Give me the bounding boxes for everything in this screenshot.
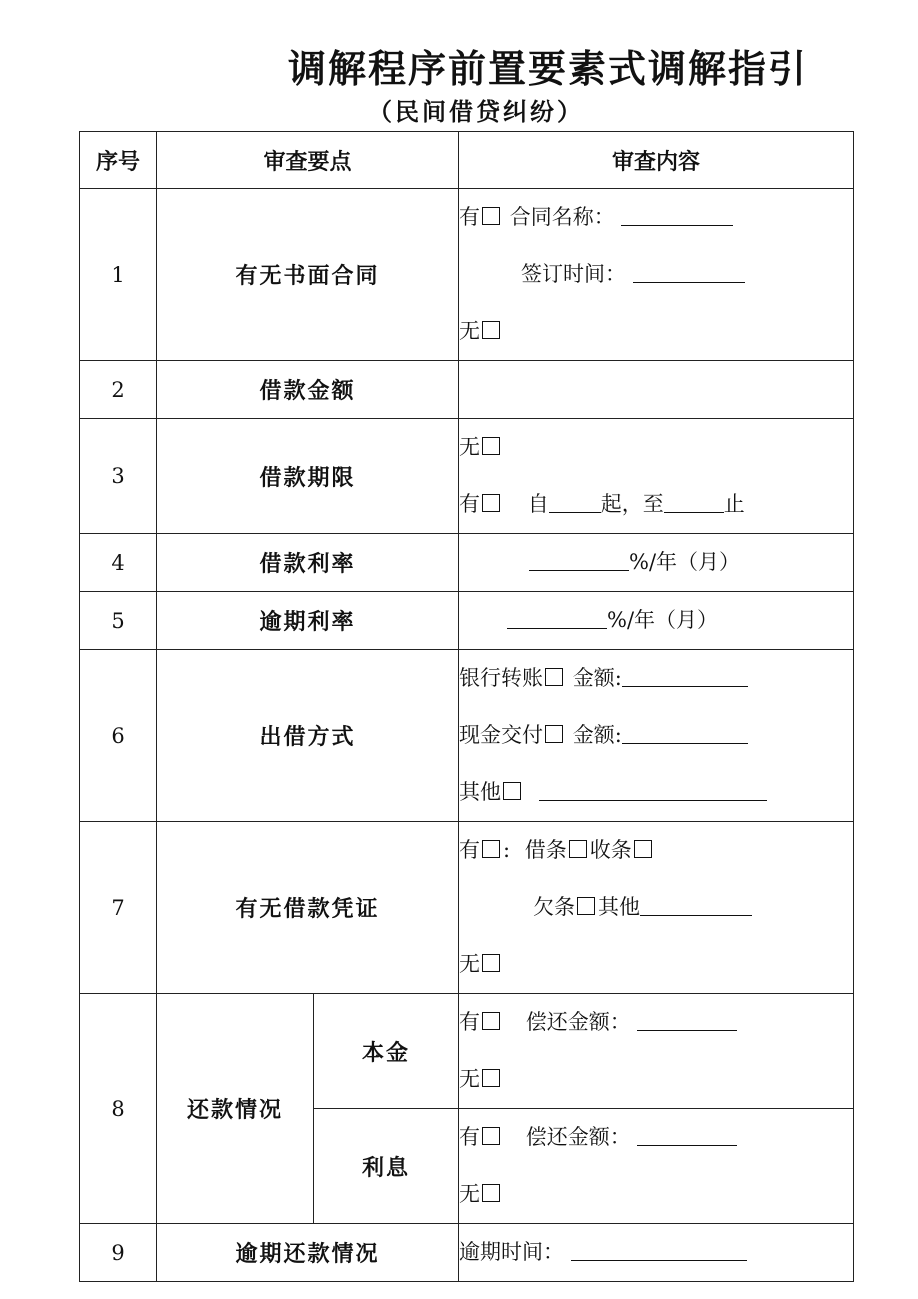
- row-number: 7: [80, 822, 157, 994]
- row-number: 6: [80, 650, 157, 822]
- review-content: [459, 822, 854, 994]
- table-row: [80, 189, 854, 361]
- checkbox[interactable]: [482, 437, 500, 455]
- header-point: 审查要点: [157, 132, 459, 189]
- cash-amount-field[interactable]: [622, 717, 748, 744]
- contract-name-label: 合同名称：: [509, 205, 615, 229]
- review-content: [459, 1109, 854, 1224]
- start-date-field[interactable]: [549, 486, 601, 513]
- row-number: 1: [80, 189, 157, 361]
- checkbox[interactable]: [482, 207, 500, 225]
- row-number: 2: [80, 361, 157, 419]
- review-content: [459, 419, 854, 534]
- cash-label: 现金交付: [459, 723, 544, 747]
- review-content: [459, 534, 854, 592]
- checkbox[interactable]: [569, 840, 587, 858]
- end-label: 止: [723, 492, 745, 516]
- no-label: 无: [459, 1182, 481, 1206]
- contract-name-field[interactable]: [621, 199, 733, 226]
- overdue-rate-field[interactable]: [507, 602, 607, 629]
- table-row: [80, 994, 854, 1109]
- review-point: 借款金额: [157, 361, 459, 419]
- interest-repaid-field[interactable]: [637, 1119, 737, 1146]
- loan-amount-field[interactable]: [459, 361, 854, 419]
- table-row: [80, 1224, 854, 1282]
- review-content: [459, 189, 854, 361]
- mediation-form-table: [79, 131, 854, 1282]
- other-label: 其他: [598, 895, 641, 919]
- review-point: 借款利率: [157, 534, 459, 592]
- document-subtitle: （民间借贷纠纷）: [368, 98, 584, 126]
- end-date-field[interactable]: [664, 486, 724, 513]
- sign-time-label: 签订时间：: [521, 262, 627, 286]
- review-content: [459, 1224, 854, 1282]
- checkbox[interactable]: [503, 782, 521, 800]
- iou-label: 借条: [524, 838, 567, 862]
- row-number: 4: [80, 534, 157, 592]
- other-label: 其他: [459, 780, 502, 804]
- review-content: [459, 650, 854, 822]
- row-number: 8: [80, 994, 157, 1224]
- header-row: [80, 132, 854, 189]
- checkbox[interactable]: [482, 1069, 500, 1087]
- checkbox[interactable]: [577, 897, 595, 915]
- checkbox[interactable]: [482, 840, 500, 858]
- principal-repaid-field[interactable]: [637, 1004, 737, 1031]
- checkbox[interactable]: [545, 668, 563, 686]
- yes-label: 有: [459, 1010, 481, 1034]
- review-point: 逾期还款情况: [157, 1224, 459, 1282]
- yes-label: 有: [459, 1125, 481, 1149]
- debt-note-label: 欠条: [533, 895, 576, 919]
- review-point: 有无书面合同: [157, 189, 459, 361]
- row-number: 3: [80, 419, 157, 534]
- other-voucher-field[interactable]: [640, 889, 752, 916]
- table-row: [80, 534, 854, 592]
- overdue-time-label: 逾期时间：: [459, 1240, 565, 1264]
- table-row: [80, 650, 854, 822]
- repaid-amount-label: 偿还金额：: [525, 1010, 631, 1034]
- bank-transfer-label: 银行转账: [459, 666, 544, 690]
- table-row: [80, 592, 854, 650]
- review-point: 逾期利率: [157, 592, 459, 650]
- no-label: 无: [459, 952, 481, 976]
- yes-label: 有: [459, 838, 481, 862]
- row-number: 9: [80, 1224, 157, 1282]
- amount-label: 金额:: [572, 666, 622, 690]
- review-content: [459, 994, 854, 1109]
- no-label: 无: [459, 1067, 481, 1091]
- receipt-label: 收条: [589, 838, 632, 862]
- amount-label: 金额:: [572, 723, 622, 747]
- review-point: 借款期限: [157, 419, 459, 534]
- bank-amount-field[interactable]: [622, 660, 748, 687]
- yes-label: 有: [459, 492, 481, 516]
- review-point: 出借方式: [157, 650, 459, 822]
- checkbox[interactable]: [482, 954, 500, 972]
- checkbox[interactable]: [482, 494, 500, 512]
- rate-unit: %/年（月）: [607, 608, 719, 632]
- no-label: 无: [459, 319, 481, 343]
- from-label: 自: [527, 492, 549, 516]
- checkbox[interactable]: [545, 725, 563, 743]
- row-number: 5: [80, 592, 157, 650]
- rate-unit: %/年（月）: [629, 550, 741, 574]
- sub-point-principal: 本金: [314, 994, 459, 1109]
- checkbox[interactable]: [482, 321, 500, 339]
- checkbox[interactable]: [482, 1012, 500, 1030]
- review-point: 还款情况: [157, 994, 314, 1224]
- table-row: [80, 361, 854, 419]
- review-point: 有无借款凭证: [157, 822, 459, 994]
- table-row: [80, 822, 854, 994]
- document-title: 调解程序前置要素式调解指引: [288, 47, 809, 91]
- table-row: [80, 419, 854, 534]
- checkbox[interactable]: [482, 1184, 500, 1202]
- sub-point-interest: 利息: [314, 1109, 459, 1224]
- start-label: 起，至: [600, 492, 664, 516]
- header-content: 审查内容: [459, 132, 854, 189]
- review-content: [459, 592, 854, 650]
- checkbox[interactable]: [634, 840, 652, 858]
- yes-label: 有: [459, 205, 481, 229]
- no-label: 无: [459, 435, 481, 459]
- other-method-field[interactable]: [539, 774, 767, 801]
- loan-rate-field[interactable]: [529, 544, 629, 571]
- colon: :: [503, 838, 511, 862]
- header-num: 序号: [80, 132, 157, 189]
- checkbox[interactable]: [482, 1127, 500, 1145]
- sign-time-field[interactable]: [633, 256, 745, 283]
- overdue-time-field[interactable]: [571, 1234, 747, 1261]
- repaid-amount-label: 偿还金额：: [525, 1125, 631, 1149]
